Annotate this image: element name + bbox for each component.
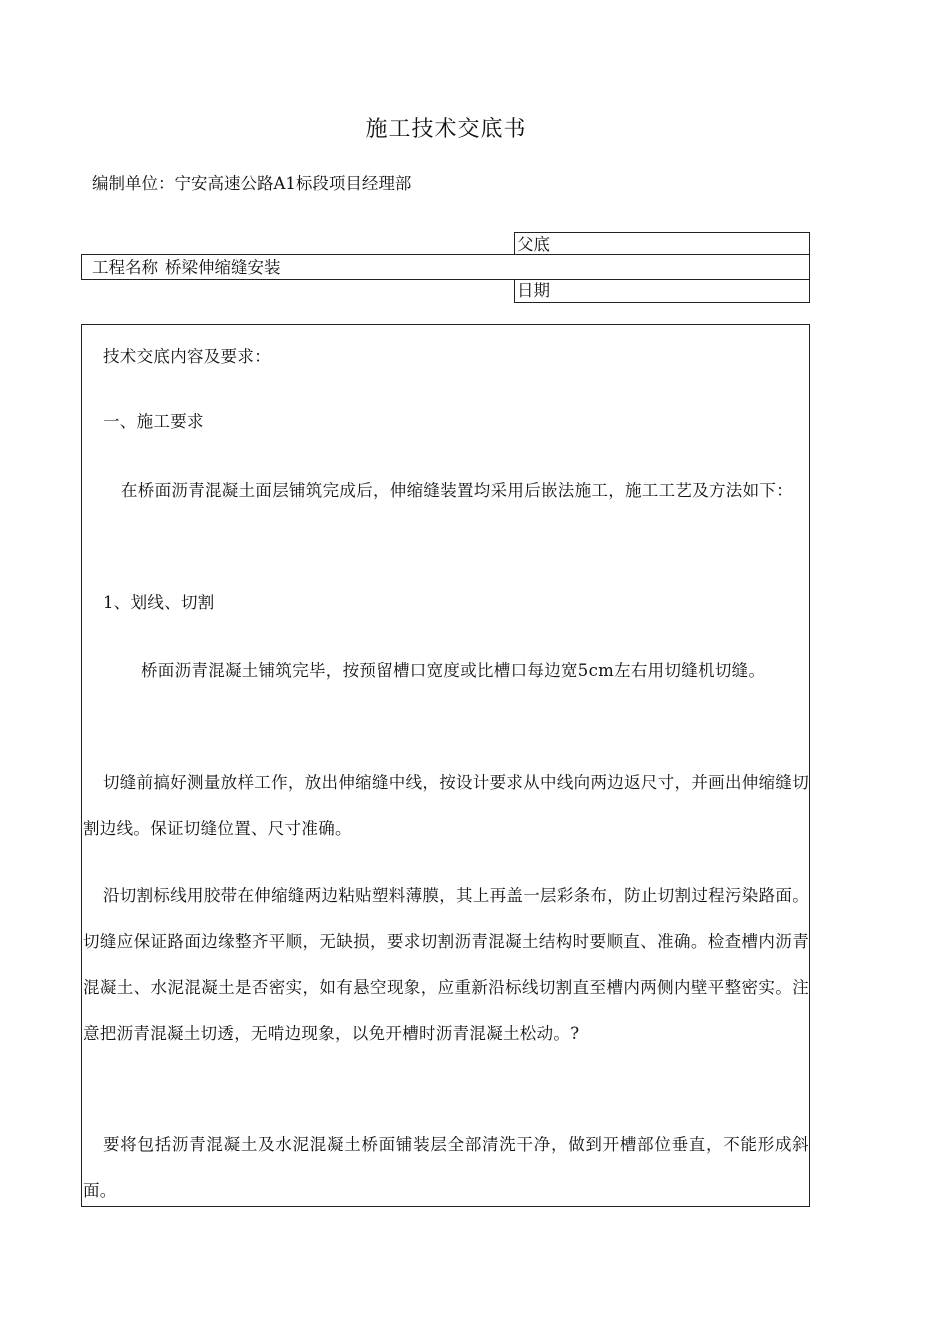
content-heading: 技术交底内容及要求： [103, 347, 271, 366]
section-1-heading: 一、施工要求 [103, 412, 204, 431]
intro-paragraph: 在桥面沥青混凝土面层铺筑完成后，伸缩缝装置均采用后嵌法施工，施工工艺及方法如下： [121, 481, 793, 500]
paragraph-cutting: 桥面沥青混凝土铺筑完毕，按预留槽口宽度或比槽口每边宽5cm左右用切缝机切缝。 [141, 661, 766, 680]
project-name-row [81, 254, 810, 280]
date-cell [514, 280, 810, 303]
paragraph-survey: 切缝前搞好测量放样工作，放出伸缩缝中线，按设计要求从中线向两边返尺寸，并画出伸缩缝切割边线。保证切缝位置、尺寸准确。 [83, 773, 809, 838]
project-name-value: 桥梁伸缩缝安装 [165, 258, 281, 277]
content-box [81, 324, 810, 1207]
handover-cell [514, 232, 810, 255]
project-name-label: 工程名称 [92, 258, 158, 277]
date-label: 日期 [517, 281, 550, 300]
compiling-unit: 编制单位：宁安高速公路A1标段项目经理部 [92, 174, 412, 193]
header-table [81, 232, 810, 304]
handover-label: 父底 [517, 235, 550, 254]
document-title: 施工技术交底书 [365, 117, 527, 142]
paragraph-cleaning: 要将包括沥青混凝土及水泥混凝土桥面铺装层全部清洗干净，做到开槽部位垂直，不能形成斜面。 [83, 1135, 809, 1200]
paragraph-protection: 沿切割标线用胶带在伸缩缝两边粘贴塑料薄膜，其上再盖一层彩条布，防止切割过程污染路面。切缝应保证路面边缘整齐平顺，无缺损，要求切割沥青混凝土结构时要顺直、准确。检查槽内沥青混凝土、水泥混凝土是否密实，如有悬空现象，应重新沿标线切割直至槽内两侧内壁平整密实。注意把沥青混凝土切透，无啃边现象，以免开槽时沥青混凝土松动。? [83, 886, 809, 1043]
subsection-1-heading: 1、划线、切割 [103, 593, 215, 612]
